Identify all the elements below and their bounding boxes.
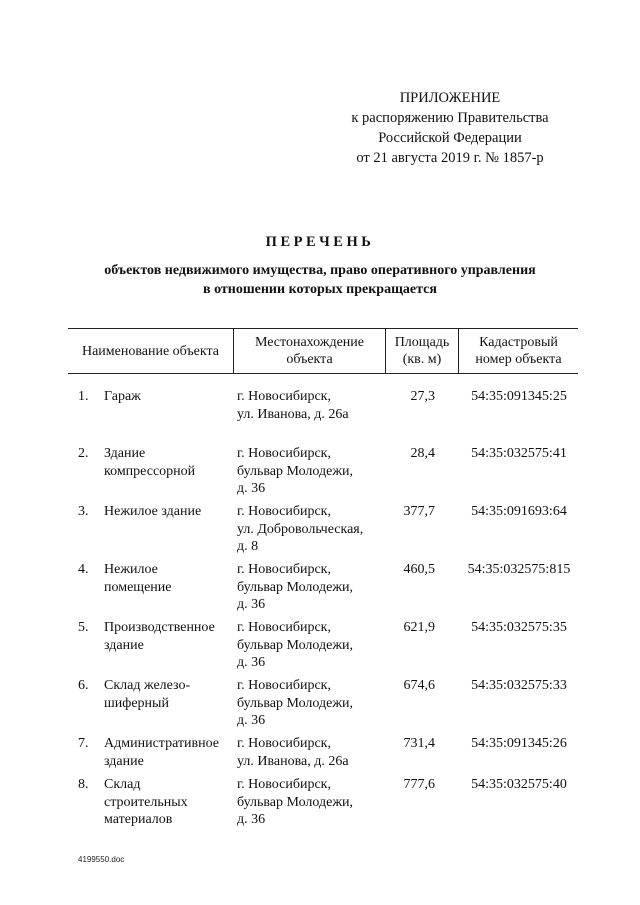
object-location (237, 619, 397, 672)
object-location-line: д. 36 (237, 597, 266, 612)
row-number: 1. (78, 389, 89, 404)
row-number: 6. (78, 678, 89, 693)
object-area: 377,7 (403, 504, 435, 519)
object-name (104, 735, 234, 770)
object-location-line: д. 36 (237, 655, 266, 670)
object-name-line: здание (104, 637, 144, 653)
annex-line: от 21 августа 2019 г. № 1857-р (356, 150, 544, 166)
annex-header (330, 88, 570, 168)
table-header (68, 328, 578, 374)
object-location-line: бульвар Молодежи, (237, 695, 353, 711)
object-location (237, 503, 397, 556)
table-row (68, 776, 578, 834)
object-cadastral-number: 54:35:032575:35 (471, 620, 567, 635)
object-name-line: Гараж (104, 389, 141, 404)
object-name-line: Склад железо- (104, 678, 191, 693)
object-name-line: компрессорной (104, 463, 196, 479)
object-location-line: бульвар Молодежи, (237, 463, 353, 479)
table-row (68, 388, 578, 429)
object-location-line: ул. Добровольческая, (237, 521, 364, 537)
object-name-line: Здание (104, 446, 146, 461)
object-area: 28,4 (410, 446, 435, 461)
object-name-line: шиферный (104, 695, 169, 711)
object-name-line: Административное (104, 736, 220, 751)
row-number: 8. (78, 777, 89, 792)
object-location-line: д. 36 (237, 713, 266, 728)
object-name-line: Нежилое (104, 562, 158, 577)
object-location-line: бульвар Молодежи, (237, 637, 353, 653)
table-body (68, 388, 578, 834)
object-name (104, 503, 234, 521)
object-location (237, 776, 397, 829)
object-name (104, 776, 234, 829)
object-name (104, 388, 234, 406)
object-location-line: г. Новосибирск, (237, 678, 331, 693)
object-location-line: ул. Иванова, д. 26а (237, 753, 349, 769)
annex-line: ПРИЛОЖЕНИЕ (399, 90, 501, 106)
object-name-line: материалов (104, 812, 173, 827)
object-name (104, 561, 234, 596)
object-location (237, 677, 397, 730)
header-name: Наименование объекта (81, 343, 220, 359)
document-title: ПЕРЕЧЕНЬ (265, 234, 375, 250)
header-location: Местонахождение объекта (233, 329, 385, 373)
object-location-line: д. 36 (237, 481, 266, 496)
object-area: 460,5 (403, 562, 435, 577)
table-row (68, 445, 578, 503)
object-location (237, 561, 397, 614)
row-number: 5. (78, 620, 89, 635)
object-cadastral-number: 54:35:091345:25 (471, 389, 567, 404)
row-number: 3. (78, 504, 89, 519)
row-number: 7. (78, 736, 89, 751)
object-cadastral-number: 54:35:032575:41 (471, 446, 567, 461)
object-cadastral-number: 54:35:032575:815 (467, 562, 571, 577)
object-name-line: помещение (104, 579, 172, 595)
object-cadastral-number: 54:35:091693:64 (471, 504, 567, 519)
object-location-line: г. Новосибирск, (237, 504, 331, 519)
table-row (68, 677, 578, 735)
document-subtitle (0, 261, 640, 299)
object-name-line: Производственное (104, 620, 215, 635)
object-location-line: г. Новосибирск, (237, 446, 331, 461)
annex-line: к распоряжению Правительства (351, 110, 549, 126)
table-row (68, 735, 578, 776)
object-cadastral-number: 54:35:032575:33 (471, 678, 567, 693)
object-area: 674,6 (403, 678, 435, 693)
object-location-line: г. Новосибирск, (237, 389, 331, 404)
table-row (68, 619, 578, 677)
object-location-line: г. Новосибирск, (237, 562, 331, 577)
object-area: 777,6 (403, 777, 435, 792)
object-name (104, 677, 234, 712)
object-name-line: Склад (104, 777, 141, 792)
object-name-line: строительных (104, 794, 188, 810)
header-cadastral: Кадастровый номер объекта (458, 329, 578, 373)
subtitle-line: объектов недвижимого имущества, право оперативного управления (104, 263, 536, 278)
file-reference: 4199550.doc (78, 855, 125, 864)
object-location (237, 388, 397, 423)
object-location-line: бульвар Молодежи, (237, 579, 353, 595)
object-name (104, 445, 234, 480)
object-name (104, 619, 234, 654)
object-location (237, 445, 397, 498)
object-name-line: Нежилое здание (104, 504, 202, 519)
object-cadastral-number: 54:35:032575:40 (471, 777, 567, 792)
row-number: 4. (78, 562, 89, 577)
object-area: 621,9 (403, 620, 435, 635)
subtitle-line: в отношении которых прекращается (203, 282, 437, 297)
header-area: Площадь (кв. м) (385, 329, 458, 373)
object-name-line: здание (104, 753, 144, 769)
object-location (237, 735, 397, 770)
table-row (68, 561, 578, 619)
object-location-line: г. Новосибирск, (237, 777, 331, 792)
object-location-line: ул. Иванова, д. 26а (237, 406, 349, 422)
object-area: 27,3 (410, 389, 435, 404)
object-area: 731,4 (403, 736, 435, 751)
object-location-line: д. 36 (237, 812, 266, 827)
row-number: 2. (78, 446, 89, 461)
object-location-line: д. 8 (237, 539, 259, 554)
object-location-line: г. Новосибирск, (237, 736, 331, 751)
object-location-line: г. Новосибирск, (237, 620, 331, 635)
annex-line: Российской Федерации (378, 130, 522, 146)
object-location-line: бульвар Молодежи, (237, 794, 353, 810)
table-row (68, 503, 578, 561)
object-cadastral-number: 54:35:091345:26 (471, 736, 567, 751)
objects-table (68, 328, 578, 834)
